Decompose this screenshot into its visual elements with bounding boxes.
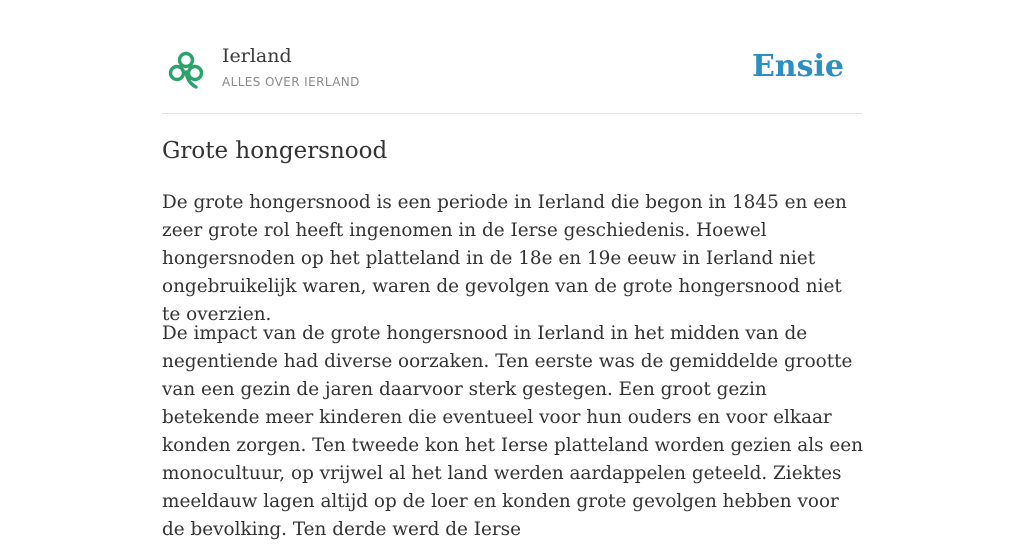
content-container bbox=[162, 0, 864, 540]
article-paragraph: De grote hongersnood is een periode in Ierland die begon in 1845 en een zeer grote rol heeft ingenomen in de Ierse geschiedenis. Hoewel hongersnoden op het platteland in de 18e en 19e eeuw in Ierland niet ongebruikelijk waren, waren de gevolgen van de grote hongersnood niet te overzien. bbox=[162, 192, 847, 325]
site-tagline: ALLES OVER IERLAND bbox=[222, 75, 360, 89]
site-name[interactable]: Ierland bbox=[222, 45, 292, 67]
shamrock-icon[interactable] bbox=[166, 50, 206, 90]
site-header bbox=[162, 0, 862, 114]
article-paragraph: De impact van de grote hongersnood in Ierland in het midden van de negentiende had diverse oorzaken. Ten eerste was de gemiddelde grootte van een gezin de jaren daarvoor sterk gestegen. Een groot gezin betekende meer kinderen die eventueel voor hun ouders en voor elkaar konden zorgen. Ten tweede kon het Ierse platteland worden gezien als een monocultuur, op vrijwel al het land werden aardappelen geteeld. Ziektes meeldauw lagen altijd op de loer en konden grote gevolgen hebben voor de bevolking. Ten derde werd de Ierse bbox=[162, 323, 864, 540]
article-title: Grote hongersnood bbox=[162, 138, 388, 164]
ensie-logo-link[interactable]: Ensie bbox=[751, 49, 844, 84]
